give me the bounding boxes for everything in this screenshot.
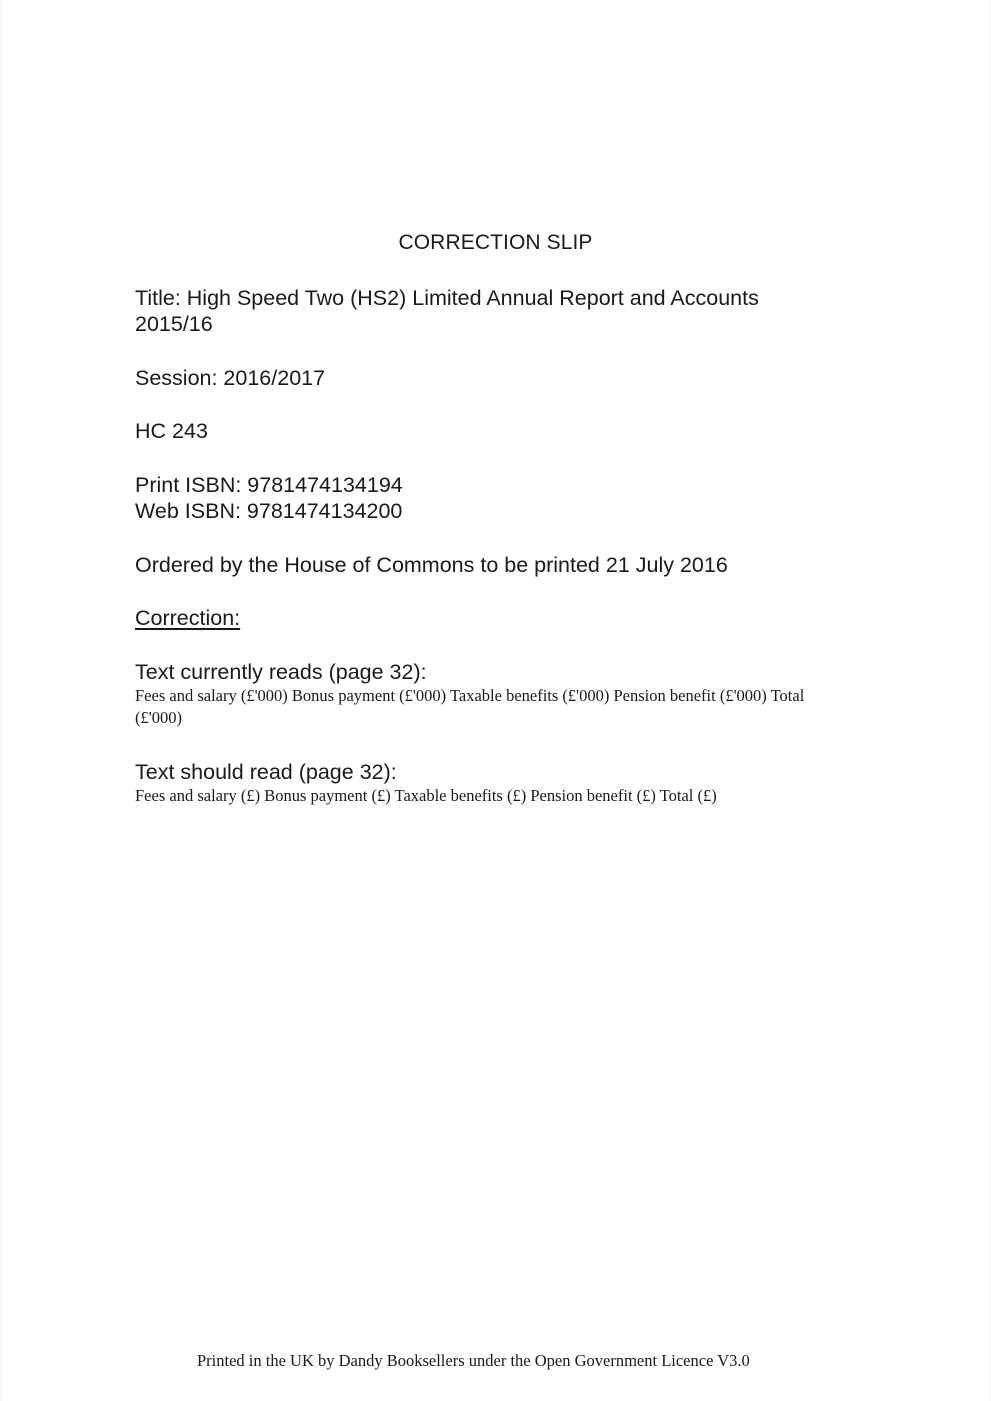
ordered-statement: Ordered by the House of Commons to be printed 21 July 2016 <box>135 553 728 577</box>
isbn-block <box>135 472 855 524</box>
web-isbn: Web ISBN: 9781474134200 <box>135 499 403 523</box>
should-text-heading: Text should read (page 32): <box>135 760 397 784</box>
page-title: CORRECTION SLIP <box>398 231 593 254</box>
hc-number: HC 243 <box>135 419 208 443</box>
should-text-body: Fees and salary (£) Bonus payment (£) Taxable benefits (£) Pension benefit (£) Total (£) <box>135 786 717 805</box>
scan-edge-left <box>0 0 3 1401</box>
document-title <box>135 285 855 337</box>
correction-label: Correction: <box>135 606 241 630</box>
current-text-heading: Text currently reads (page 32): <box>135 660 427 684</box>
title-line-2: 2015/16 <box>135 312 213 336</box>
print-isbn: Print ISBN: 9781474134194 <box>135 473 403 497</box>
title-line-1: Title: High Speed Two (HS2) Limited Annual Report and Accounts <box>135 286 759 310</box>
footer-printer-note: Printed in the UK by Dandy Booksellers under the Open Government Licence V3.0 <box>197 1351 750 1370</box>
current-text-section <box>135 660 855 729</box>
should-text-section <box>135 760 855 807</box>
current-text-body: Fees and salary (£'000) Bonus payment (£'000) Taxable benefits (£'000) Pension benefit (£'000) Total (£'000) <box>135 686 805 727</box>
session: Session: 2016/2017 <box>135 366 326 390</box>
